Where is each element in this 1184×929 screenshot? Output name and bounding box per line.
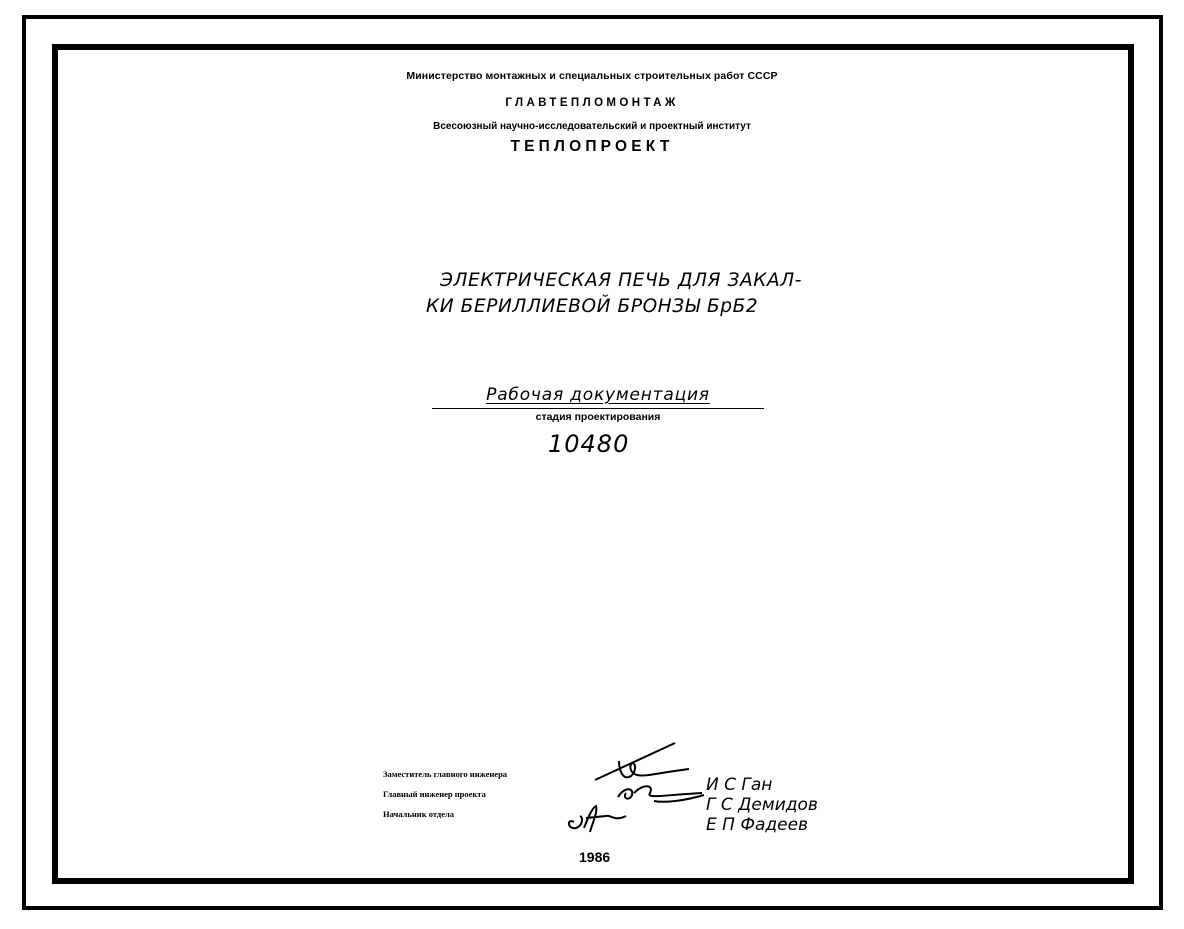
role-deputy-chief-engineer: Заместитель главного инженера — [383, 769, 508, 779]
design-stage-block — [432, 385, 764, 423]
year: 1986 — [579, 849, 611, 865]
signatory-names — [706, 775, 818, 835]
trust-name: ГЛАВТЕПЛОМОНТАЖ — [505, 97, 679, 109]
signature-3 — [562, 800, 632, 834]
document-number: 10480 — [548, 430, 630, 458]
stage-underline — [432, 408, 764, 409]
role-department-head: Начальник отдела — [383, 809, 455, 819]
role-chief-project-engineer: Главный инженер проекта — [383, 789, 486, 799]
design-stage-label: стадия проектирования — [535, 411, 661, 423]
signatory-roles — [383, 764, 507, 824]
name-demidov: Г С Демидов — [706, 795, 818, 815]
name-gan: И С Ган — [706, 775, 773, 795]
document-title-line-2: КИ БЕРИЛЛИЕВОЙ БРОНЗЫ БрБ2 — [426, 296, 759, 317]
name-fadeev: Е П Фадеев — [706, 815, 809, 835]
document-title-line-1: ЭЛЕКТРИЧЕСКАЯ ПЕЧЬ ДЛЯ ЗАКАЛ- — [440, 270, 803, 291]
institute-name: ТЕПЛОПРОЕКТ — [510, 138, 674, 155]
signature-1 — [585, 735, 695, 785]
design-stage-value: Рабочая документация — [486, 385, 710, 405]
ministry-line: Министерство монтажных и специальных строительных работ СССР — [406, 70, 778, 82]
institute-line: Всесоюзный научно-исследовательский и проектный институт — [433, 121, 751, 132]
